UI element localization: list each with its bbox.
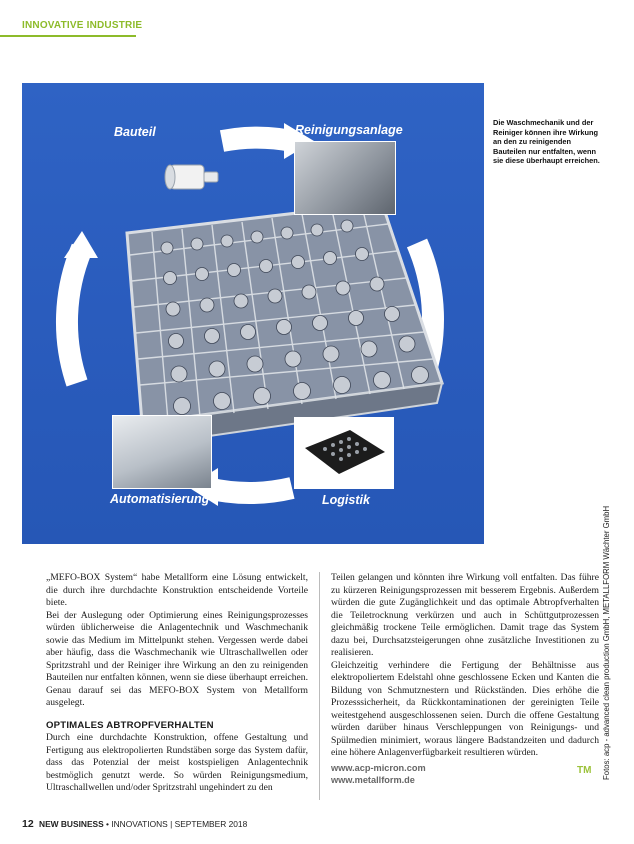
footer-bullet: • [106,819,109,829]
logistics-image [294,417,394,489]
label-bauteil: Bauteil [114,125,156,139]
photo-credit: Fotos: acp - advanced clean production GmbH, METALLFORM Wächter GmbH [602,505,611,780]
footer-separator: | [170,819,173,829]
cleaning-machine-image [294,141,396,215]
automation-image [112,415,212,489]
page-number: 12 [22,818,34,830]
process-cycle-figure [22,83,484,544]
page-footer [22,818,247,830]
section-tag-rule [0,35,136,37]
paragraph: „MEFO-BOX System“ habe Metallform eine Lösung entwickelt, die durch ihre durchdachte Konstruktion entscheidende Vorteile biete. [46,572,308,608]
link-metallform[interactable]: www.metallform.de [331,775,415,785]
paragraph: Teilen gelangen und könnten ihre Wirkung voll entfalten. Das führe zu kürzeren Reinigungsprozessen mit besserem Ergebnis. Außerdem würden die gute Zugänglichkeit und das optimale Abtropfverhalten die Teiletrocknung verkürzen und auch in Schüttgutprozessen gleichmäßig trockene Teile ermöglichen. Damit trage das System dazu bei, Durchsatzsteigerungen ohne zusätzliche Investitionen zu realisieren. [331,572,599,658]
label-reinigungsanlage: Reinigungsanlage [295,123,403,137]
footer-section: INNOVATIONS [111,819,168,829]
label-logistik: Logistik [322,493,370,507]
paragraph: Durch eine durchdachte Konstruktion, offene Gestaltung und Fertigung aus elektropolierten Rundstäben sorge das System dafür, dass das Potenzial der meist kostspieligen Anlagentechnik bestmöglich genutzt werde. So würden Reinigungsmedium, Ultraschallwellen und/oder Spritzstrahl ungehindert zu den [46,732,308,793]
figure-caption: Die Waschmechanik und der Reiniger können ihre Wirkung an den zu reinigenden Bauteilen nur entfalten, wenn sie diese überhaupt erreichen. [493,118,600,166]
cycle-arrows-graphic [22,83,484,544]
paragraph: Bei der Auslegung oder Optimierung eines Reinigungsprozesses würden üblicherweise die Anlagentechnik und Waschmechanik sowie das Medium im Mittelpunkt stehen. Vergessen werde dabei aber häufig, dass die Waschmechanik wie Ultraschallwellen oder Spritzstrahl und der Reiniger ihre Wirkung an den zu reinigenden Bauteilen nur entfalten können, wenn sie diese überhaupt erreichen. Genau darauf sei das MEFO-BOX System von Metallform ausgelegt. [46,609,308,708]
article-column-left [46,572,308,795]
links-block [331,762,599,787]
subheading: OPTIMALES ABTROPFVERHALTEN [46,719,214,731]
part-icon [162,151,222,203]
section-tag: INNOVATIVE INDUSTRIE [22,20,143,31]
paragraph: Gleichzeitig verhindere die Fertigung der Behältnisse aus elektropoliertem Edelstahl ohne geschlossene Ecken und Kanten die Bildung von Schmutznestern und Rückständen. Dies erhöhe die Prozesssicherheit, da Rückkontaminationen der gereinigten Teile weitestgehend ausgeschlossenen seien. Durch die offene Gestaltung würden darüber hinaus Verschleppungen von Reinigungs- und Spülmedien minimiert, woraus längere Badstandzeiten und dadurch eine höhere Anlagenverfügbarkeit resultieren würden. [331,659,599,758]
end-mark: TM [577,765,592,776]
footer-date: SEPTEMBER 2018 [174,819,248,829]
parts-tray-icon [295,418,393,488]
column-divider [319,572,320,800]
magazine-name: NEW BUSINESS [39,819,104,829]
link-acp-micron[interactable]: www.acp-micron.com [331,762,426,773]
article-column-right [331,572,599,787]
label-automatisierung: Automatisierung [110,492,210,506]
